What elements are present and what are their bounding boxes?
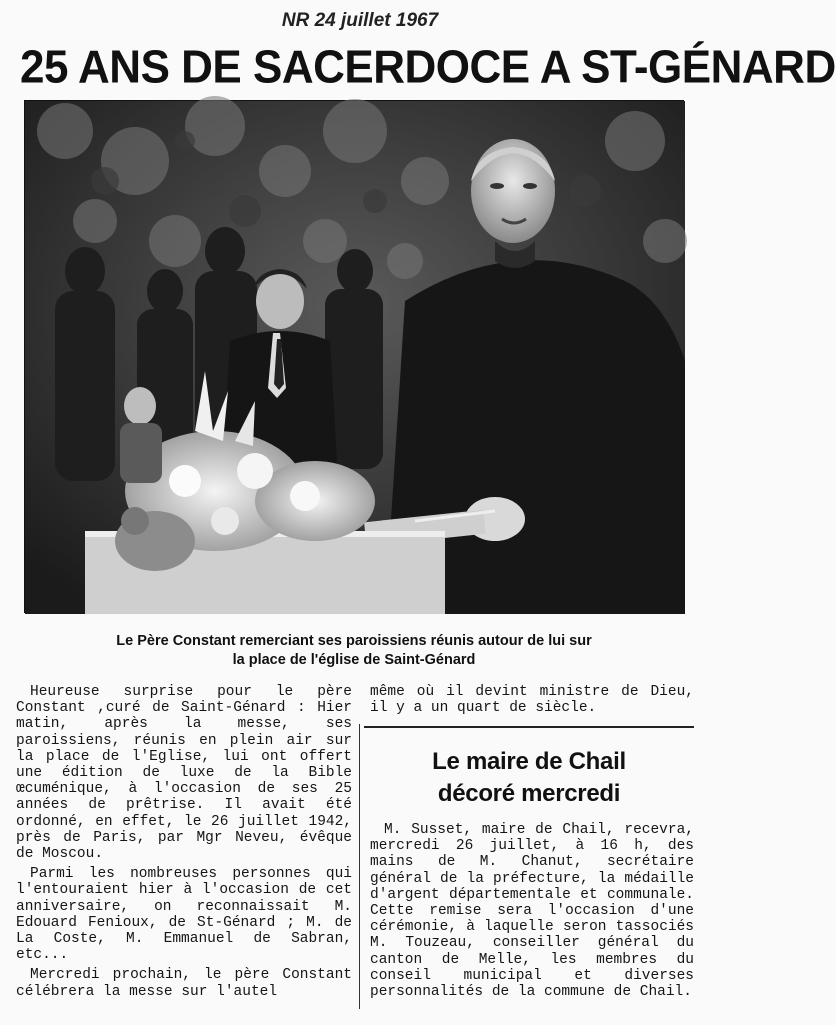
article-paragraph: Parmi les nombreuses personnes qui l'entouraient hier à l'occasion de cet anniversaire, on reconnaissait M. Edouard Fenioux, de St-Génard ; M. de La Coste, M. Emmanuel de Sabran, etc... <box>16 866 352 964</box>
news-photo <box>24 100 684 613</box>
article-left-column <box>16 684 352 1004</box>
column-divider <box>359 724 360 1009</box>
sub-headline-line-1: Le maire de Chail <box>432 748 626 775</box>
photo-caption <box>30 632 678 670</box>
sub-headline <box>364 746 694 810</box>
sub-headline-line-2: décoré mercredi <box>437 780 621 807</box>
section-divider <box>364 726 694 728</box>
caption-line-2: la place de l'église de Saint-Génard <box>232 652 476 668</box>
source-date: NR 24 juillet 1967 <box>281 10 439 31</box>
article-right-column <box>370 822 694 1004</box>
article-paragraph: M. Susset, maire de Chail, recevra, mercredi 26 juillet, à 16 h, des mains de M. Chanut, secrétaire général de la préfecture, la médaille d'argent départementale et communale. Cette remise sera l'occasion d'une cérémonie, à laquelle seron tassociés M. Touzeau, conseiller général du canton de Melle, les membres du conseil municipal et diverses personnalités de la commune de Chail. <box>370 822 694 1001</box>
photo-illustration <box>25 101 685 614</box>
article-paragraph: Heureuse surprise pour le père Constant ,curé de Saint-Génard : Hier matin, après la messe, ses paroissiens, réunis en plein air sur la place de l'Eglise, lui ont offert une édition de luxe de la Bible œcuménique, à l'occasion de ses 25 années de prêtrise. Il avait été ordonné, en effet, le 26 juillet 1942, près de Paris, par Mgr Neveu, évêque de Moscou. <box>16 684 352 863</box>
caption-line-1: Le Père Constant remerciant ses paroissiens réunis autour de lui sur <box>116 633 592 649</box>
article-continuation: même où il devint ministre de Dieu, il y a un quart de siècle. <box>370 684 694 717</box>
article-paragraph: Mercredi prochain, le père Constant célébrera la messe sur l'autel <box>16 967 352 1000</box>
headline: 25 ANS DE SACERDOCE A ST-GÉNARD <box>20 41 836 94</box>
